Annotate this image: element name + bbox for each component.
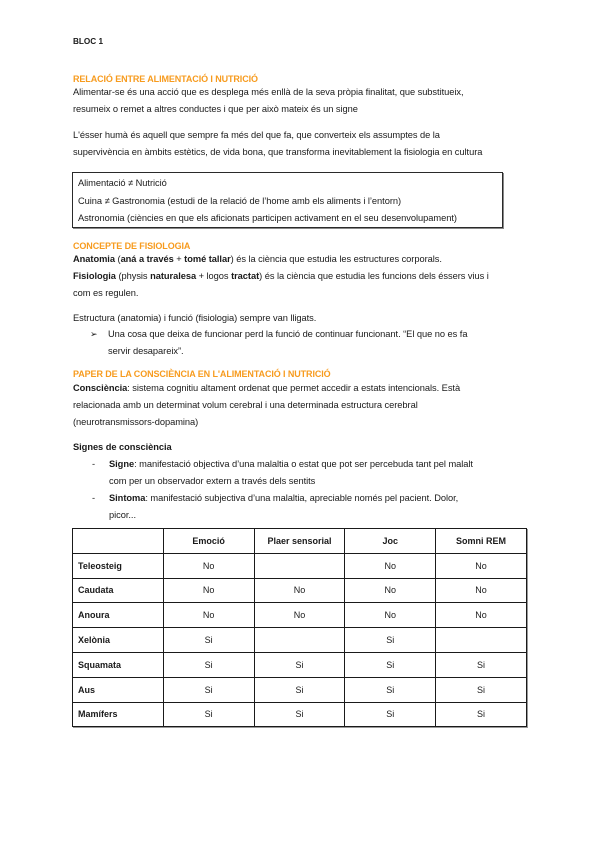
signe-line1 bbox=[109, 456, 473, 474]
etymology-b: tomé tallar bbox=[184, 254, 231, 264]
table-cell bbox=[254, 553, 345, 578]
row-label: Aus bbox=[73, 677, 164, 702]
row-label: Squamata bbox=[73, 652, 164, 677]
table-cell: Si bbox=[163, 628, 254, 653]
term-sintoma: Sintoma bbox=[109, 493, 146, 503]
box-line-cuina: Cuina ≠ Gastronomia (estudi de la relació de l’home amb els aliments i l’entorn) bbox=[78, 195, 402, 206]
bullet-line1: Una cosa que deixa de funcionar perd la funció de continuar funcionant. “El que no es fa bbox=[108, 329, 468, 339]
dash-bullet-icon: - bbox=[92, 493, 96, 503]
paragraph-fisiologia-line2: com es regulen. bbox=[73, 288, 139, 298]
table-row bbox=[73, 603, 527, 628]
sintoma-definition: : manifestació subjectiva d’una malaltia, apreciable només pel pacient. Dolor, bbox=[145, 493, 459, 503]
section-label: BLOC 1 bbox=[73, 37, 104, 46]
row-label: Caudata bbox=[73, 578, 164, 603]
table-header-row bbox=[73, 529, 527, 554]
arrow-bullet-icon: ➢ bbox=[90, 329, 98, 339]
table-cell bbox=[436, 628, 527, 653]
table-row bbox=[73, 677, 527, 702]
paragraph-consciencia-line2: relacionada amb un determinat volum cerebral i una determinada estructura cerebral bbox=[73, 400, 418, 410]
etymology-a: aná a través bbox=[120, 254, 174, 264]
fisiologia-definition: és la ciència que estudia les funcions dels éssers vius i bbox=[264, 271, 489, 281]
paragraph-consciencia-line3: (neurotransmissors-dopamina) bbox=[73, 417, 199, 427]
signe-definition: : manifestació objectiva d’una malaltia o estat que pot ser percebuda tant pel malalt bbox=[134, 459, 473, 469]
table-cell: No bbox=[436, 553, 527, 578]
heading-consciencia: PAPER DE LA CONSCIÈNCIA EN L'ALIMENTACIÓ I NUTRICIÓ bbox=[73, 369, 331, 379]
paragraph-consciencia-line1 bbox=[73, 380, 460, 398]
term-consciencia: Consciència bbox=[73, 383, 128, 393]
table-cell: Si bbox=[345, 628, 436, 653]
paragraph-estructura: Estructura (anatomia) i funció (fisiologia) sempre van lligats. bbox=[73, 313, 317, 323]
paragraph-alimentar-line1: Alimentar-se és una acció que es desplega més enllà de la seva pròpia finalitat, que substitueix, bbox=[73, 87, 464, 97]
header-somni-rem: Somni REM bbox=[436, 529, 527, 554]
table-cell: No bbox=[345, 603, 436, 628]
table-cell: Si bbox=[254, 677, 345, 702]
table-cell: No bbox=[254, 578, 345, 603]
table-row bbox=[73, 553, 527, 578]
table-cell: Si bbox=[345, 677, 436, 702]
term-fisiologia: Fisiologia bbox=[73, 271, 116, 281]
table-row bbox=[73, 628, 527, 653]
table-cell: Si bbox=[163, 652, 254, 677]
heading-fisiologia: CONCEPTE DE FISIOLOGIA bbox=[73, 241, 191, 251]
table-cell: No bbox=[345, 578, 436, 603]
consciousness-signs-table bbox=[72, 528, 527, 727]
box-line-alimentacio: Alimentació ≠ Nutrició bbox=[78, 178, 167, 188]
table-cell: Si bbox=[436, 702, 527, 727]
etymology-logos: tractat bbox=[231, 271, 260, 281]
table-row bbox=[73, 578, 527, 603]
sintoma-line2: picor... bbox=[109, 510, 136, 520]
table-cell: Si bbox=[345, 652, 436, 677]
signes-heading: Signes de consciència bbox=[73, 442, 172, 452]
table-cell: No bbox=[436, 578, 527, 603]
paragraph-esser-line2: supervivència en àmbits estètics, de vida bona, que transforma inevitablement la fisiologia en cultura bbox=[73, 147, 483, 157]
table-row bbox=[73, 702, 527, 727]
paragraph-anatomia: Anatomia (aná a través + tomé tallar) és la ciència que estudia les estructures corporals. bbox=[73, 254, 442, 264]
paragraph-alimentar-line2: resumeix o remet a altres conductes i que per això mateix és un signe bbox=[73, 104, 358, 114]
paragraph-fisiologia: Fisiologia (physis naturalesa + logos tractat) és la ciència que estudia les funcions dels éssers vius i bbox=[73, 271, 489, 281]
header-plaer-sensorial: Plaer sensorial bbox=[254, 529, 345, 554]
bullet-line2: servir desapareix”. bbox=[108, 346, 184, 356]
signe-line2: com per un observador extern a través dels sentits bbox=[109, 476, 316, 486]
term-anatomia: Anatomia bbox=[73, 254, 115, 264]
paragraph-esser-line1: L'ésser humà és aquell que sempre fa més del que fa, que converteix els assumptes de la bbox=[73, 130, 440, 140]
etymology-physis: naturalesa bbox=[150, 271, 197, 281]
heading-relacio: RELACIÓ ENTRE ALIMENTACIÓ I NUTRICIÓ bbox=[73, 74, 258, 84]
definitions-box bbox=[72, 172, 503, 228]
term-signe: Signe bbox=[109, 459, 135, 469]
table-cell: Si bbox=[436, 677, 527, 702]
consciencia-definition: : sistema cognitiu altament ordenat que permet accedir a estats intencionals. Està bbox=[127, 383, 461, 393]
table-cell: Si bbox=[163, 702, 254, 727]
table-cell: Si bbox=[254, 702, 345, 727]
anatomia-definition: és la ciència que estudia les estructures corporals. bbox=[236, 254, 442, 264]
row-label: Anoura bbox=[73, 603, 164, 628]
header-empty bbox=[73, 529, 164, 554]
table-cell: Si bbox=[163, 677, 254, 702]
header-emocio: Emoció bbox=[163, 529, 254, 554]
row-label: Xelònia bbox=[73, 628, 164, 653]
sintoma-line1 bbox=[109, 490, 458, 508]
table-cell: Si bbox=[436, 652, 527, 677]
table-cell: No bbox=[163, 603, 254, 628]
table-row bbox=[73, 652, 527, 677]
table-cell: No bbox=[163, 553, 254, 578]
table-cell: No bbox=[254, 603, 345, 628]
header-joc: Joc bbox=[345, 529, 436, 554]
dash-bullet-icon: - bbox=[92, 459, 96, 469]
table-cell: No bbox=[345, 553, 436, 578]
box-line-astronomia: Astronomia (ciències en que els aficionats participen activament en el seu desenvolupament) bbox=[78, 213, 457, 223]
table-cell: No bbox=[163, 578, 254, 603]
row-label: Teleosteig bbox=[73, 553, 164, 578]
table-cell: Si bbox=[345, 702, 436, 727]
table-cell: Si bbox=[254, 652, 345, 677]
table-cell: No bbox=[436, 603, 527, 628]
row-label: Mamífers bbox=[73, 702, 164, 727]
table-cell bbox=[254, 628, 345, 653]
